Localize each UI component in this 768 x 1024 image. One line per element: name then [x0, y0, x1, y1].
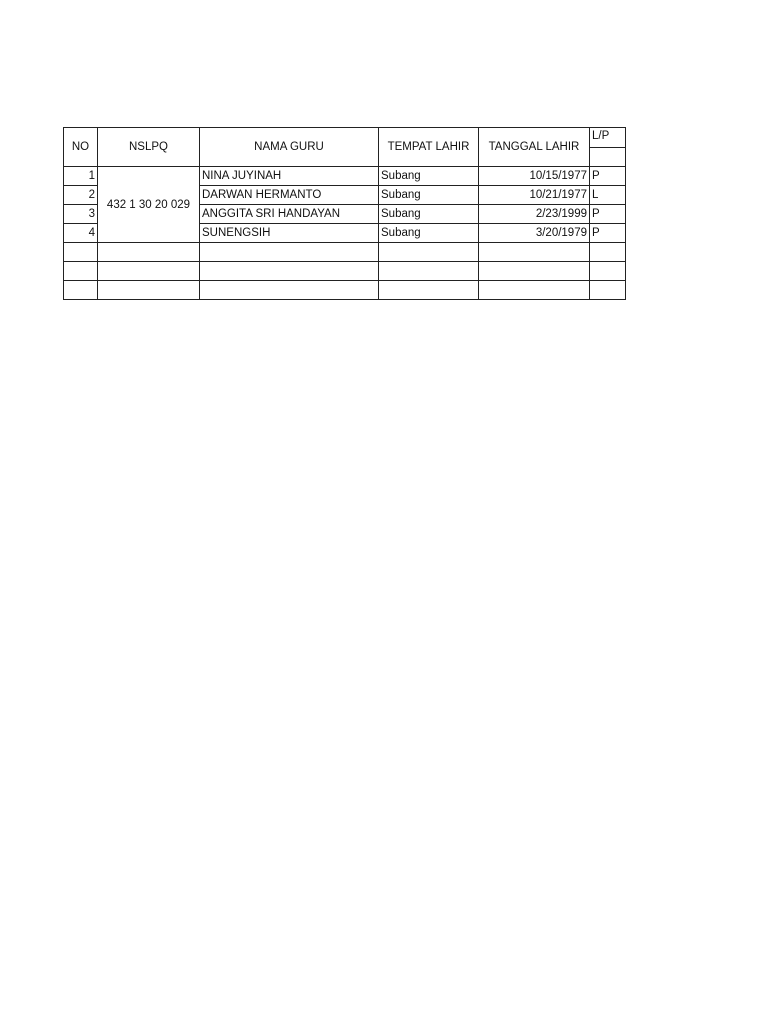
empty-cell	[379, 281, 479, 300]
cell-nama: DARWAN HERMANTO	[200, 186, 379, 205]
empty-cell	[98, 262, 200, 281]
cell-tempat: Subang	[379, 186, 479, 205]
empty-row	[64, 281, 626, 300]
table-row	[64, 167, 626, 186]
empty-cell	[64, 262, 98, 281]
header-lp-empty	[590, 147, 626, 167]
header-tanggal-lahir: TANGGAL LAHIR	[479, 128, 590, 167]
cell-no: 4	[64, 224, 98, 243]
empty-cell	[64, 281, 98, 300]
empty-cell	[379, 243, 479, 262]
cell-lp: L	[590, 186, 626, 205]
cell-tanggal: 10/15/1977	[479, 167, 590, 186]
empty-cell	[590, 281, 626, 300]
header-row	[64, 128, 626, 148]
cell-lp: P	[590, 205, 626, 224]
cell-nama: ANGGITA SRI HANDAYAN	[200, 205, 379, 224]
cell-lp: P	[590, 224, 626, 243]
header-nslpq: NSLPQ	[98, 128, 200, 167]
cell-tempat: Subang	[379, 205, 479, 224]
empty-cell	[64, 243, 98, 262]
header-lp: L/P	[590, 128, 626, 148]
cell-no: 2	[64, 186, 98, 205]
empty-cell	[200, 281, 379, 300]
cell-nslpq: 432 1 30 20 029	[98, 167, 200, 243]
cell-nama: SUNENGSIH	[200, 224, 379, 243]
empty-cell	[479, 281, 590, 300]
empty-cell	[200, 262, 379, 281]
cell-no: 1	[64, 167, 98, 186]
cell-lp: P	[590, 167, 626, 186]
header-nama-guru: NAMA GURU	[200, 128, 379, 167]
empty-cell	[479, 243, 590, 262]
empty-cell	[479, 262, 590, 281]
header-tempat-lahir: TEMPAT LAHIR	[379, 128, 479, 167]
cell-tempat: Subang	[379, 224, 479, 243]
empty-row	[64, 243, 626, 262]
empty-cell	[98, 243, 200, 262]
cell-tanggal: 2/23/1999	[479, 205, 590, 224]
empty-cell	[379, 262, 479, 281]
empty-cell	[590, 243, 626, 262]
cell-tempat: Subang	[379, 167, 479, 186]
empty-cell	[98, 281, 200, 300]
header-no: NO	[64, 128, 98, 167]
cell-tanggal: 3/20/1979	[479, 224, 590, 243]
cell-nama: NINA JUYINAH	[200, 167, 379, 186]
cell-no: 3	[64, 205, 98, 224]
teacher-table	[63, 127, 626, 300]
empty-cell	[200, 243, 379, 262]
empty-row	[64, 262, 626, 281]
cell-tanggal: 10/21/1977	[479, 186, 590, 205]
empty-cell	[590, 262, 626, 281]
